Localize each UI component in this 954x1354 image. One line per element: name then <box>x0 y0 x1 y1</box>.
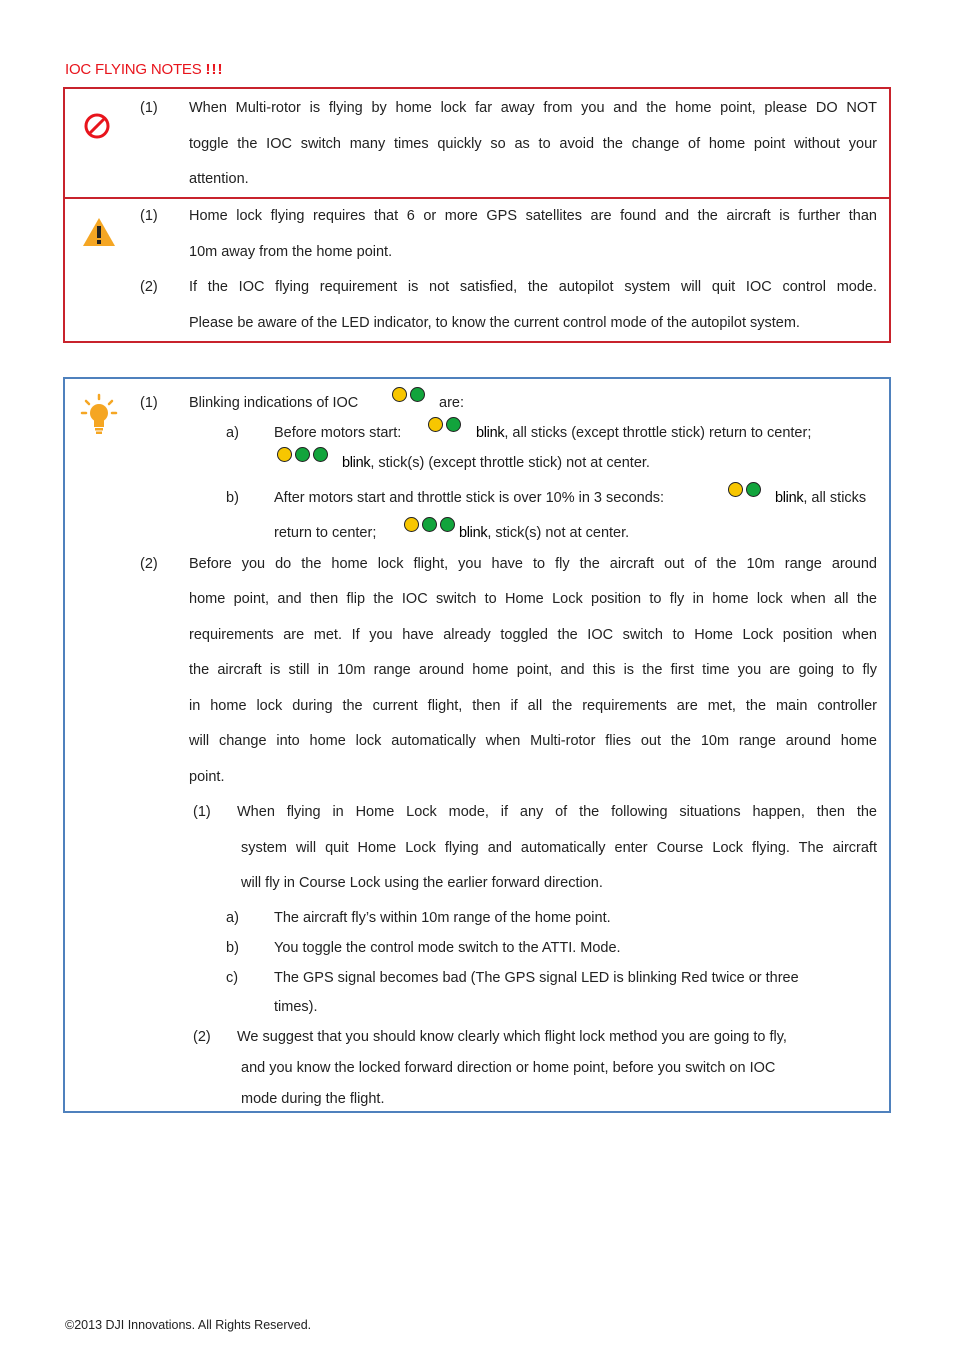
warn1-line1: When Multi-rotor is flying by home lock far away from you and the home point, please DO NOT <box>189 100 877 116</box>
item-a-line2-rest: , stick(s) (except throttle stick) not at center. <box>370 455 650 471</box>
led-indicator-yellow-green <box>428 417 464 435</box>
para2-line: home point, and then flip the IOC switch to Home Lock position to fly in home lock when all the <box>189 591 877 607</box>
led-indicator-yellow-green <box>392 387 428 405</box>
led-green-dot <box>313 447 328 462</box>
para2-line: point. <box>189 769 225 785</box>
sub2-number: (2) <box>193 1029 211 1045</box>
sub2-line: We suggest that you should know clearly which flight lock method you are going to fly, <box>237 1029 787 1045</box>
item-b-text: After motors start and throttle stick is over 10% in 3 seconds: <box>274 490 665 506</box>
item-b-line2-tail <box>459 524 629 542</box>
item-a-line1-tail <box>476 424 811 442</box>
item-b-line1-tail <box>775 489 866 507</box>
item-a-label: a) <box>226 425 239 441</box>
warning-divider <box>65 197 889 199</box>
sub-item-label: a) <box>226 910 239 926</box>
warn2-line-a1: Home lock flying requires that 6 or more GPS satellites are found and the aircraft is further than <box>189 208 877 224</box>
item-b-rest: , all sticks <box>803 490 867 506</box>
sub1-number: (1) <box>193 804 211 820</box>
blink-word: blink <box>342 455 371 471</box>
led-yellow-dot <box>728 482 743 497</box>
prohibited-icon <box>83 112 111 140</box>
warn2-line-b1: If the IOC flying requirement is not satisfied, the autopilot system will quit IOC control mode. <box>189 279 877 295</box>
led-green-dot <box>295 447 310 462</box>
tip-number-2: (2) <box>140 556 158 572</box>
item-b-line2-text: return to center; <box>274 525 377 541</box>
led-indicator-yellow-green <box>728 482 764 500</box>
warn1-number: (1) <box>140 100 158 116</box>
led-green-dot <box>440 517 455 532</box>
led-indicator-yellow-green-green <box>404 517 458 535</box>
tip-number-1: (1) <box>140 395 158 411</box>
copyright-footer: ©2013 DJI Innovations. All Rights Reserved. <box>65 1318 312 1332</box>
warning-icon <box>80 215 118 249</box>
warn1-line2: toggle the IOC switch many times quickly so as to avoid the change of home point without your <box>189 136 877 152</box>
blink-word: blink <box>775 490 804 506</box>
para2-line: in home lock during the current flight, then if all the requirements are met, the main controller <box>189 698 877 714</box>
led-green-dot <box>446 417 461 432</box>
led-yellow-dot <box>392 387 407 402</box>
item-b-line2-rest: , stick(s) not at center. <box>487 525 630 541</box>
item-a-text: Before motors start: <box>274 425 402 441</box>
blink-intro-tail: are: <box>439 395 464 411</box>
para2-line: requirements are met. If you have already toggled the IOC switch to Home Lock position when <box>189 627 877 643</box>
sub-item-c-continuation: times). <box>274 999 318 1015</box>
para2-line: will change into home lock automatically when Multi-rotor flies out the 10m range around home <box>189 733 877 749</box>
warn2-line-b2: Please be aware of the LED indicator, to know the current control mode of the autopilot system. <box>189 315 800 331</box>
led-green-dot <box>410 387 425 402</box>
warn2-number-1: (1) <box>140 208 158 224</box>
led-green-dot <box>422 517 437 532</box>
blink-word: blink <box>476 425 505 441</box>
warn2-number-2: (2) <box>140 279 158 295</box>
sub1-line: When flying in Home Lock mode, if any of the following situations happen, then the <box>237 804 877 820</box>
sub-item-text: The aircraft fly’s within 10m range of the home point. <box>274 910 611 926</box>
section-title <box>65 61 224 78</box>
sub-item-label: c) <box>226 970 239 986</box>
sub-item-text: The GPS signal becomes bad (The GPS signal LED is blinking Red twice or three <box>274 970 799 986</box>
sub1-line: system will quit Home Lock flying and automatically enter Course Lock flying. The aircraft <box>241 840 877 856</box>
led-yellow-dot <box>404 517 419 532</box>
item-b-label: b) <box>226 490 239 506</box>
led-yellow-dot <box>428 417 443 432</box>
sub-item-text: You toggle the control mode switch to the ATTI. Mode. <box>274 940 621 956</box>
led-indicator-yellow-green-green <box>277 447 331 465</box>
warn2-line-a2: 10m away from the home point. <box>189 244 393 260</box>
item-a-line2 <box>342 454 650 472</box>
title-bangs: !!! <box>205 61 224 78</box>
blink-intro-text: Blinking indications of IOC <box>189 395 359 411</box>
lightbulb-icon <box>80 393 118 437</box>
blink-word: blink <box>459 525 488 541</box>
item-a-rest: , all sticks (except throttle stick) return to center; <box>504 425 812 441</box>
sub1-line: will fly in Course Lock using the earlier forward direction. <box>241 875 603 891</box>
sub2-line: mode during the flight. <box>241 1091 385 1107</box>
para2-line: Before you do the home lock flight, you have to fly the aircraft out of the 10m range around <box>189 556 877 572</box>
led-green-dot <box>746 482 761 497</box>
warn1-line3: attention. <box>189 171 249 187</box>
title-text: IOC FLYING NOTES <box>65 61 202 78</box>
led-yellow-dot <box>277 447 292 462</box>
para2-line: the aircraft is still in 10m range around home point, and this is the first time you are going to fly <box>189 662 877 678</box>
sub2-line: and you know the locked forward direction or home point, before you switch on IOC <box>241 1060 776 1076</box>
sub-item-label: b) <box>226 940 239 956</box>
